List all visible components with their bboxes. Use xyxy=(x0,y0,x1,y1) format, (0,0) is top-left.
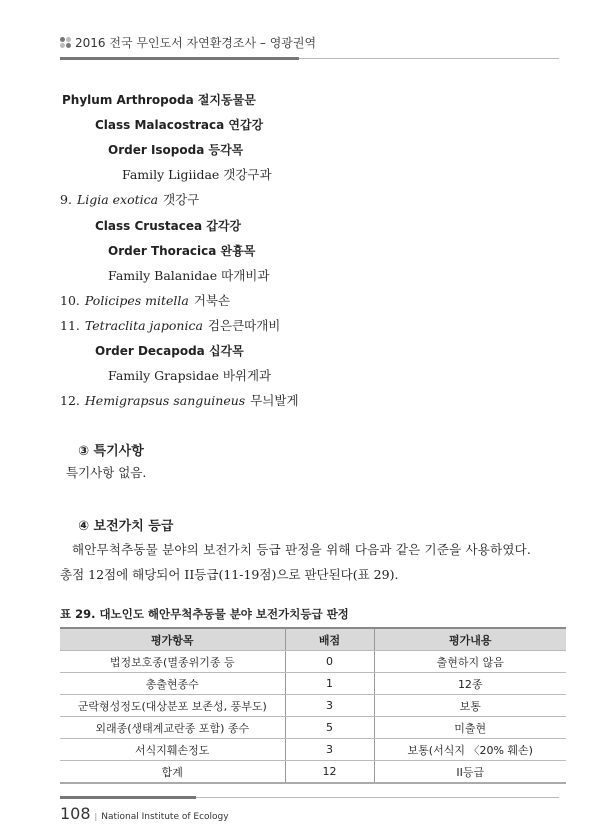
taxon-line xyxy=(60,192,204,208)
conservation-grade-table xyxy=(60,627,566,784)
scientific-name: Tetraclita japonica xyxy=(84,317,203,333)
taxon-line xyxy=(60,393,304,409)
korean-name: 무늬발게 xyxy=(250,393,299,409)
table-row xyxy=(60,673,566,695)
section-3-title: ③ 특기사항 xyxy=(78,444,144,459)
table-cell: 외래종(생태계교란종 포함) 종수 xyxy=(60,717,285,739)
table-header-row xyxy=(60,628,566,651)
scientific-name: Ligia exotica xyxy=(76,192,159,208)
species-number: 12. xyxy=(60,393,80,409)
korean-name: 거북손 xyxy=(193,292,231,308)
table-cell: 12종 xyxy=(374,673,566,695)
section-3-body: 특기사항 없음. xyxy=(66,465,147,480)
taxon-line: Family Balanidae 따개비과 xyxy=(108,267,270,283)
table-cell: 보통(서식지 〈20% 훼손) xyxy=(374,739,566,761)
taxon-line: Family Grapsidae 바위게과 xyxy=(108,368,272,384)
table-cell: 5 xyxy=(285,717,374,739)
table-cell: 1 xyxy=(285,673,374,695)
taxon-line: Class Crustacea 갑각강 xyxy=(95,218,242,233)
table-cell: 서식지훼손정도 xyxy=(60,739,285,761)
table-row xyxy=(60,695,566,717)
table-cell: 보통 xyxy=(374,695,566,717)
species-number: 9. xyxy=(60,192,72,208)
taxon-line xyxy=(60,293,235,309)
column-header: 배점 xyxy=(285,628,374,651)
page-number: 108 xyxy=(60,804,91,823)
column-header: 평가내용 xyxy=(374,628,566,651)
dots-icon xyxy=(60,37,71,48)
taxon-line: Family Ligiidae 갯강구과 xyxy=(122,167,272,183)
species-number: 10. xyxy=(60,292,80,308)
footer-org: National Institute of Ecology xyxy=(101,812,229,822)
table-cell: 합계 xyxy=(60,761,285,784)
table-cell: 12 xyxy=(285,761,374,784)
table-cell: 출현하지 않음 xyxy=(374,651,566,673)
footer-separator: | xyxy=(94,812,98,821)
header-rule xyxy=(60,58,559,59)
running-header xyxy=(60,34,316,51)
table-cell: 군락형성정도(대상분포 보존성, 풍부도) xyxy=(60,695,285,717)
table-row xyxy=(60,761,566,784)
section-4-body-1: 해안무척추동물 분야의 보전가치 등급 판정을 위해 다음과 같은 기준을 사용하였다. xyxy=(72,542,532,557)
taxon-line: Order Thoracica 완흉목 xyxy=(108,243,256,258)
section-4-body-2: 총점 12점에 해당되어 II등급(11-19점)으로 판단된다(표 29). xyxy=(60,567,399,582)
table-row xyxy=(60,717,566,739)
table-cell: 미출현 xyxy=(374,717,566,739)
taxon-line: Order Isopoda 등각목 xyxy=(108,143,244,158)
scientific-name: Policipes mitella xyxy=(84,292,189,308)
species-number: 11. xyxy=(60,317,80,333)
footer-rule xyxy=(60,797,559,798)
taxon-line xyxy=(60,318,285,334)
table-cell: 0 xyxy=(285,651,374,673)
table-caption: 표 29. 대노인도 해안무척추동물 분야 보전가치등급 판정 xyxy=(60,607,349,621)
taxon-line: Phylum Arthropoda 절지동물문 xyxy=(62,93,256,107)
section-4-title: ④ 보전가치 등급 xyxy=(78,519,174,534)
table-cell: 총출현종수 xyxy=(60,673,285,695)
table-row xyxy=(60,739,566,761)
scientific-name: Hemigrapsus sanguineus xyxy=(84,393,246,409)
korean-name: 검은큰따개비 xyxy=(207,317,281,333)
table-row xyxy=(60,651,566,673)
footer xyxy=(60,804,229,823)
table-cell: 3 xyxy=(285,695,374,717)
table-cell: II등급 xyxy=(374,761,566,784)
column-header: 평가항목 xyxy=(60,628,285,651)
taxon-line: Class Malacostraca 연갑강 xyxy=(95,118,264,133)
table-cell: 법정보호종(멸종위기종 등 xyxy=(60,651,285,673)
table-cell: 3 xyxy=(285,739,374,761)
header-title: 2016 전국 무인도서 자연환경조사 – 영광권역 xyxy=(75,36,317,50)
taxon-line: Order Decapoda 십각목 xyxy=(95,344,244,358)
korean-name: 갯강구 xyxy=(163,192,200,208)
